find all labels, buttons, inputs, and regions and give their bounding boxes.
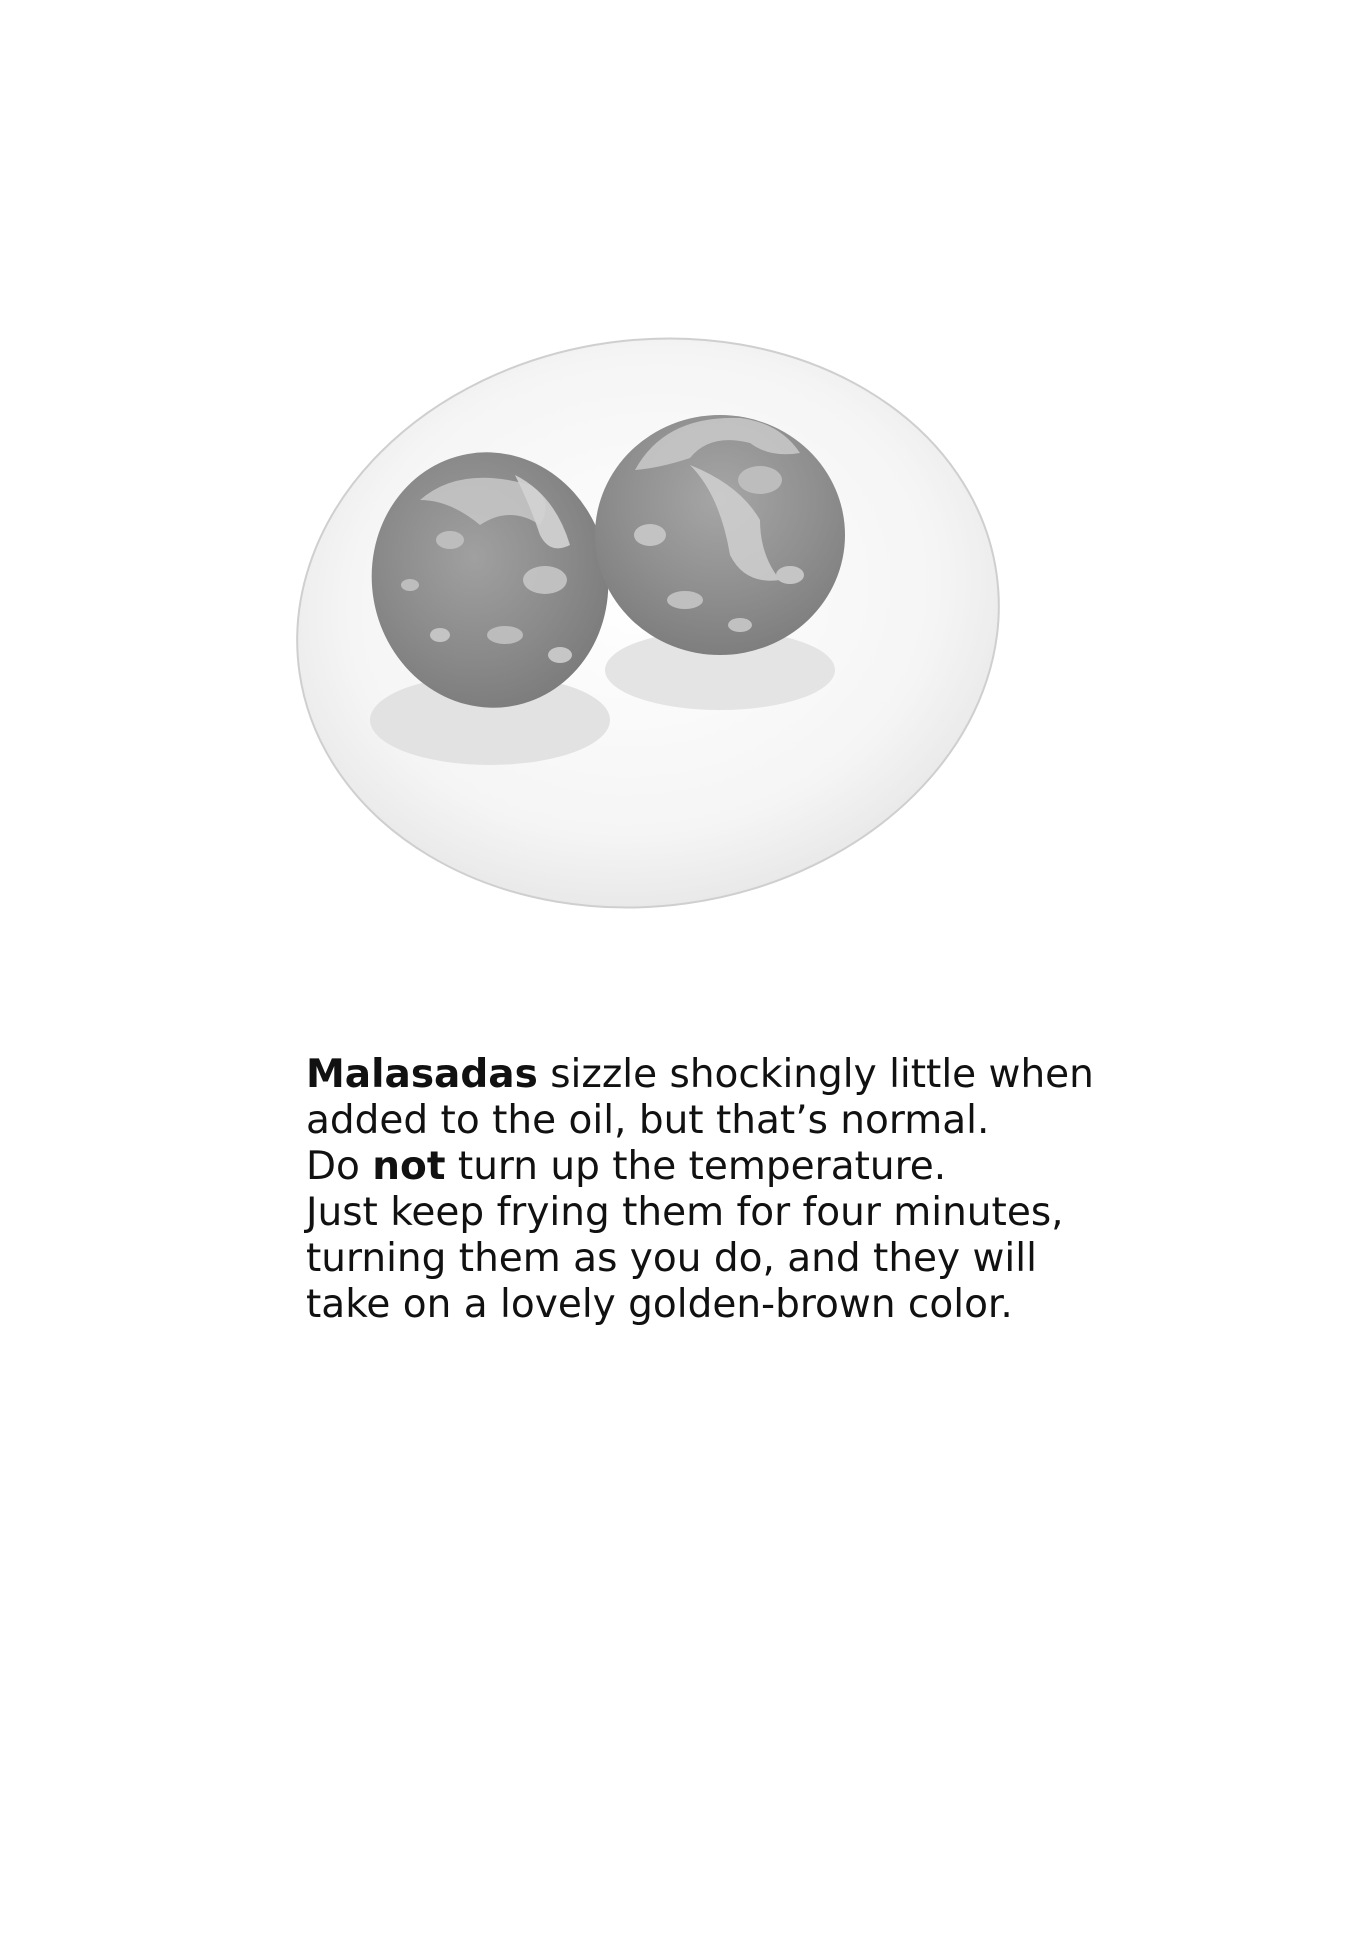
- caption-emphasis-not: not: [372, 1144, 446, 1189]
- caption-line-3-text: turn up the temperature.: [445, 1144, 947, 1189]
- caption-line-1-text: sizzle shockingly little when: [537, 1052, 1094, 1097]
- caption-line-6: take on a lovely golden-brown color.: [306, 1282, 1013, 1327]
- caption-line-5: turning them as you do, and they will: [306, 1236, 1037, 1281]
- caption-line-4: Just keep frying them for four minutes,: [306, 1190, 1064, 1235]
- caption-paragraph: [306, 1052, 1166, 1328]
- caption-line-3: [306, 1144, 1166, 1190]
- malasada-right: [595, 415, 845, 655]
- caption-line-2: added to the oil, but that’s normal.: [306, 1098, 990, 1143]
- caption-line-3-start: Do: [306, 1144, 373, 1189]
- caption-term-malasadas: Malasadas: [306, 1052, 538, 1097]
- caption-line-1: [306, 1052, 1166, 1098]
- plate-of-malasadas-illustration: [290, 335, 1010, 915]
